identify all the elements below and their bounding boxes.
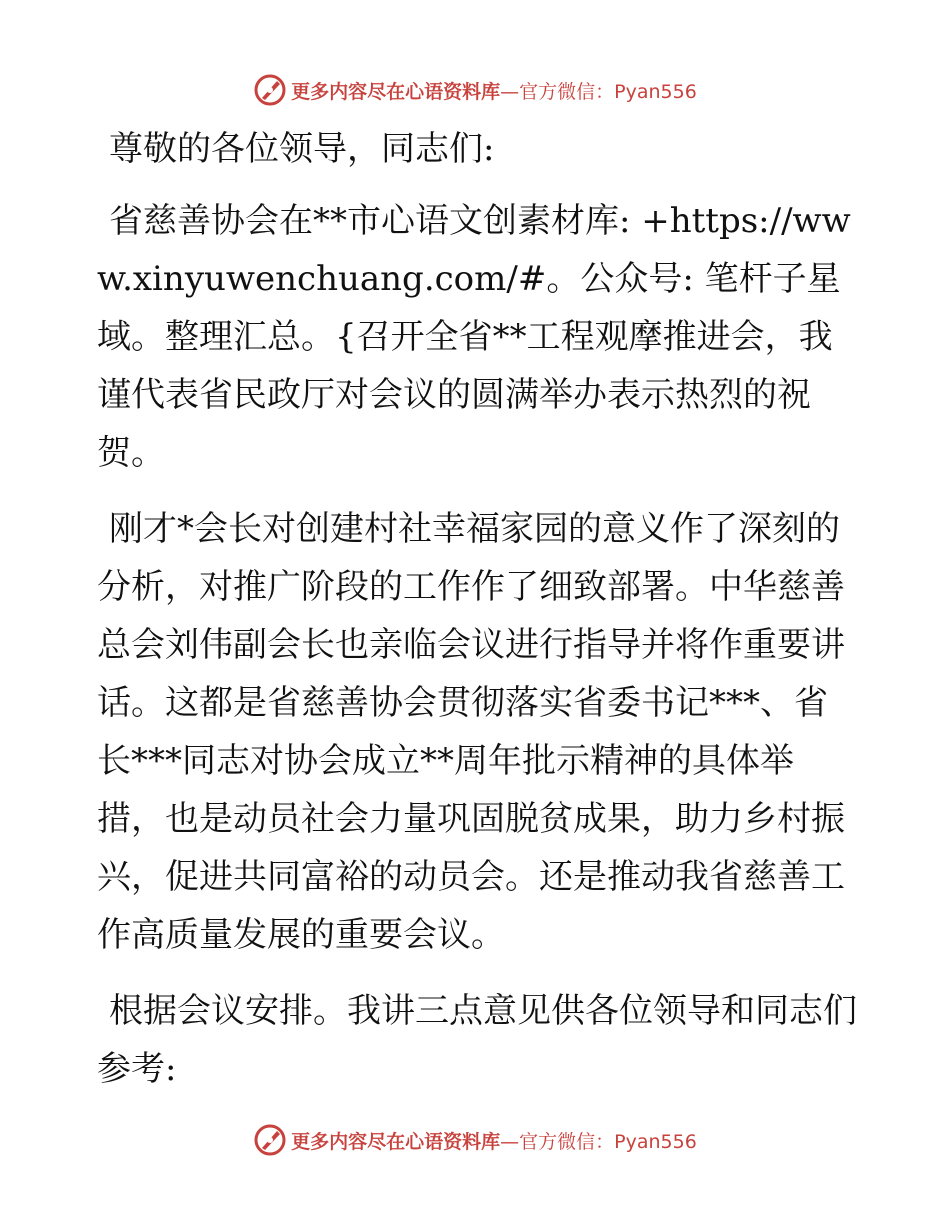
- watermark-dash: —: [500, 80, 520, 103]
- opening-paragraph: 省慈善协会在**市心语文创素材库: +https://www.xinyuwenchuang.com/#。公众号: 笔杆子星域。整理汇总。{召开全省**工程观摩推进会，我谨代表省民政厅对会议的圆满举办表示热烈的祝贺。: [97, 201, 851, 473]
- watermark-contact: 官方微信：Pyan556: [519, 80, 697, 103]
- header-watermark: [0, 70, 950, 110]
- watermark-brand: 更多内容尽在心语资料库: [291, 1130, 501, 1153]
- watermark-contact: 官方微信：Pyan556: [519, 1130, 697, 1153]
- context-paragraph: 刚才*会长对创建村社幸福家园的意义作了深刻的分析，对推广阶段的工作作了细致部署。中华慈善总会刘伟副会长也亲临会议进行指导并将作重要讲话。这都是省慈善协会贯彻落实省委书记***、省长***同志对协会成立**周年批示精神的具体举措，也是动员社会力量巩固脱贫成果，助力乡村振兴，促进共同富裕的动员会。还是推动我省慈善工作高质量发展的重要会议。: [97, 509, 845, 955]
- agenda-paragraph: 根据会议安排。我讲三点意见供各位领导和同志们参考:: [97, 991, 857, 1089]
- watermark-text: [291, 77, 697, 104]
- watermark-text: [291, 1127, 697, 1154]
- quill-logo-icon: [253, 1123, 287, 1157]
- watermark-dash: —: [500, 1130, 520, 1153]
- watermark-brand: 更多内容尽在心语资料库: [291, 80, 501, 103]
- quill-logo-icon: [253, 73, 287, 107]
- footer-watermark: [0, 1120, 950, 1160]
- document-body: [97, 120, 857, 1116]
- salutation-paragraph: 尊敬的各位领导，同志们:: [109, 129, 495, 169]
